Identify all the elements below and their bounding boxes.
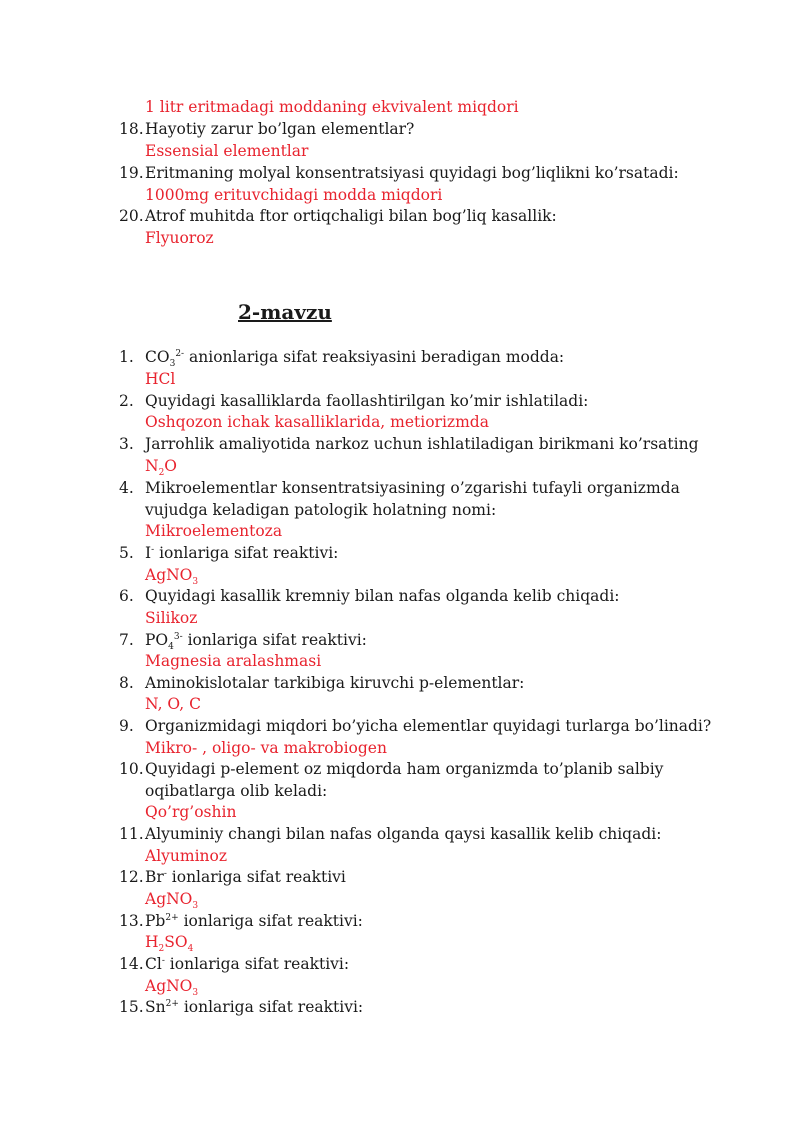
item-19-number: 19. [119,164,144,182]
item-10-answer: Qo’rg’oshin [145,803,237,821]
item-9-number: 9. [119,717,134,735]
item-8-question: Aminokislotalar tarkibiga kiruvchi p-elementlar: [145,674,525,692]
item-13-number: 13. [119,912,144,930]
answer-17: 1 litr eritmadagi moddaning ekvivalent miqdori [145,98,519,116]
item-18-number: 18. [119,120,144,138]
item-9-question: Organizmidagi miqdori bo’yicha elementlar quyidagi turlarga bo’linadi? [145,717,712,735]
item-7-number: 7. [119,631,134,649]
section-title: 2-mavzu [238,300,332,324]
item-15-question: $Sn^{2+}$ ionlariga sifat reaktivi: [145,998,364,1016]
item-9-answer: Mikro- , oligo- va makrobiogen [145,739,387,757]
item-2-answer: Oshqozon ichak kasalliklarida, metiorizmda [145,413,489,431]
item-5-number: 5. [119,544,134,562]
item-6-number: 6. [119,587,134,605]
item-5-answer: AgNO$_3$ [145,566,199,588]
item-19-question: Eritmaning molyal konsentratsiyasi quyidagi bog’liqlikni ko’rsatadi: [145,164,679,182]
item-1-answer: HCl [145,370,176,388]
item-11-question: Alyuminiy changi bilan nafas olganda qaysi kasallik kelib chiqadi: [145,825,662,843]
item-2-number: 2. [119,392,134,410]
item-20-question: Atrof muhitda ftor ortiqchaligi bilan bog’liq kasallik: [145,207,557,225]
item-6-answer: Silikoz [145,609,198,627]
item-10-number: 10. [119,760,144,778]
item-1-question: $CO_3^{2-}$ anionlariga sifat reaksiyasini beradigan modda: [145,348,565,370]
item-14-question: Cl- ionlariga sifat reaktivi: [145,955,350,973]
item-14-number: 14. [119,955,144,973]
item-11-answer: Alyuminoz [145,847,228,865]
item-7-question: $PO_4^{3-}$ ionlariga sifat reaktivi: [145,631,367,653]
item-3-answer: $N_2O$ [145,457,178,479]
item-8-number: 8. [119,674,134,692]
item-20-answer: Flyuoroz [145,229,214,247]
item-1-number: 1. [119,348,134,366]
item-19-answer: 1000mg erituvchidagi modda miqdori [145,186,443,204]
item-4-question-line2: vujudga keladigan patologik holatning nomi: [145,501,497,519]
item-8-answer: N, O, C [145,695,201,713]
item-20-number: 20. [119,207,144,225]
item-15-number: 15. [119,998,144,1016]
item-6-question: Quyidagi kasallik kremniy bilan nafas olganda kelib chiqadi: [145,587,620,605]
item-3-number: 3. [119,435,134,453]
item-14-answer: AgNO$_3$ [145,977,199,999]
item-18-answer: Essensial elementlar [145,142,309,160]
item-7-answer: Magnesia aralashmasi [145,652,322,670]
item-13-question: $Pb^{2+}$ ionlariga sifat reaktivi: [145,912,363,930]
item-10-question-line1: Quyidagi p-element oz miqdorda ham organizmda to’planib salbiy [145,760,664,778]
item-12-question: Br- ionlariga sifat reaktivi [145,868,346,886]
item-13-answer: $H_2SO_4$ [145,933,194,955]
item-3-question: Jarrohlik amaliyotida narkoz uchun ishlatiladigan birikmani ko’rsating [145,435,699,453]
item-4-answer: Mikroelementoza [145,522,283,540]
item-5-question: I- ionlariga sifat reaktivi: [145,544,339,562]
item-11-number: 11. [119,825,144,843]
item-4-number: 4. [119,479,134,497]
item-4-question-line1: Mikroelementlar konsentratsiyasining o’zgarishi tufayli organizmda [145,479,680,497]
item-2-question: Quyidagi kasalliklarda faollashtirilgan ko’mir ishlatiladi: [145,392,589,410]
item-12-number: 12. [119,868,144,886]
item-18-question: Hayotiy zarur bo’lgan elementlar? [145,120,415,138]
item-10-question-line2: oqibatlarga olib keladi: [145,782,328,800]
item-12-answer: AgNO$_3$ [145,890,199,912]
